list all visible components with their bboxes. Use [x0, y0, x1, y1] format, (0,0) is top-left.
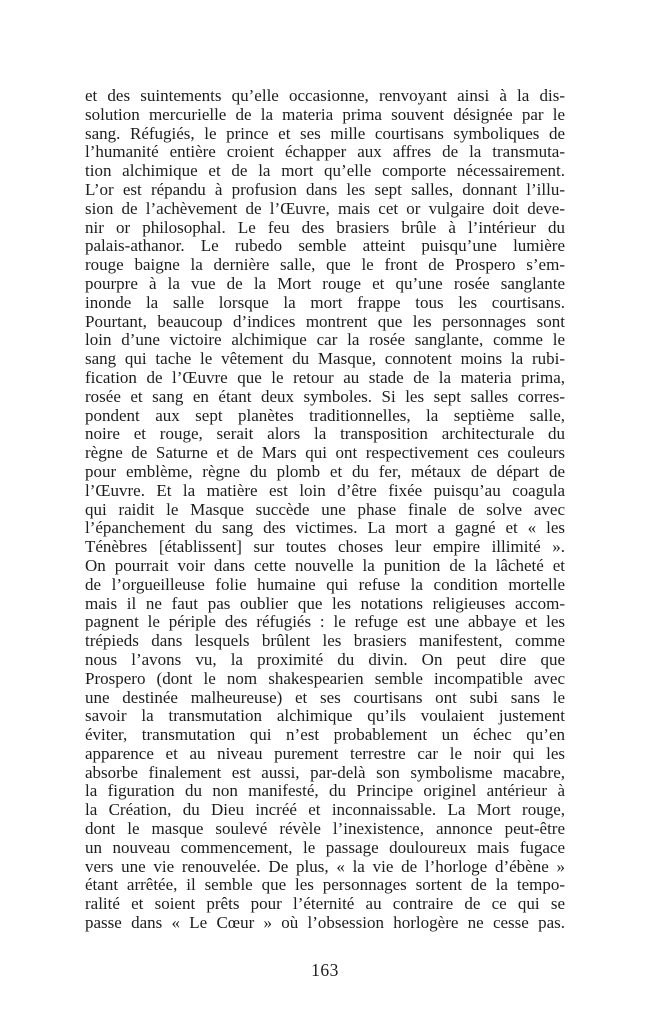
text-line: Prospero (dont le nom shakespearien semble incompatible avec: [85, 669, 565, 688]
text-line: l’épanchement du sang des victimes. La mort a gagné et « les: [85, 519, 565, 538]
text-line: sang. Réfugiés, le prince et ses mille courtisans symboliques de: [85, 124, 565, 143]
text-line: noire et rouge, serait alors la transposition architecturale du: [85, 425, 565, 444]
text-line: et des suintements qu’elle occasionne, renvoyant ainsi à la dis-: [85, 87, 565, 105]
text-line: loin d’une victoire alchimique car la rosée sanglante, comme le: [85, 331, 565, 350]
text-line: trépieds dans lesquels brûlent les brasiers manifestent, comme: [85, 632, 565, 651]
text-line: On pourrait voir dans cette nouvelle la punition de la lâcheté et: [85, 556, 565, 575]
text-line: mais il ne faut pas oublier que les notations religieuses accom-: [85, 594, 565, 613]
text-line: dont le masque soulevé révèle l’inexistence, annonce peut-être: [85, 820, 565, 839]
text-line: absorbe finalement est aussi, par-delà son symbolisme macabre,: [85, 763, 565, 782]
text-line: rouge baigne la dernière salle, que le front de Prospero s’em-: [85, 256, 565, 275]
text-line: pondent aux sept planètes traditionnelles, la septième salle,: [85, 406, 565, 425]
text-line: un nouveau commencement, le passage douloureux mais fugace: [85, 838, 565, 857]
text-line: fication de l’Œuvre que le retour au stade de la materia prima,: [85, 368, 565, 387]
body-text-paragraph: [85, 87, 565, 933]
text-line: tion alchimique et de la mort qu’elle comporte nécessairement.: [85, 162, 565, 181]
text-line: Ténèbres [établissent] sur toutes choses leur empire illimité ».: [85, 538, 565, 557]
text-line: l’humanité entière croient échapper aux affres de la transmuta-: [85, 143, 565, 162]
text-line: règne de Saturne et de Mars qui ont respectivement ces couleurs: [85, 444, 565, 463]
text-line: L’or est répandu à profusion dans les sept salles, donnant l’illu-: [85, 180, 565, 199]
text-line: palais-athanor. Le rubedo semble atteint puisqu’une lumière: [85, 237, 565, 256]
text-line: Pourtant, beaucoup d’indices montrent que les personnages sont: [85, 312, 565, 331]
text-line: l’Œuvre. Et la matière est loin d’être fixée puisqu’au coagula: [85, 481, 565, 500]
text-line: une destinée malheureuse) et ses courtisans ont subi sans le: [85, 688, 565, 707]
text-line: sang qui tache le vêtement du Masque, connotent moins la rubi-: [85, 350, 565, 369]
text-line: inonde la salle lorsque la mort frappe tous les courtisans.: [85, 293, 565, 312]
text-line: de l’orgueilleuse folie humaine qui refuse la condition mortelle: [85, 575, 565, 594]
text-line: vers une vie renouvelée. De plus, « la vie de l’horloge d’ébène »: [85, 857, 565, 876]
text-line: passe dans « Le Cœur » où l’obsession horlogère ne cesse pas.: [85, 914, 565, 933]
text-line: pour emblème, règne du plomb et du fer, métaux de départ de: [85, 462, 565, 481]
text-line: apparence et au niveau purement terrestre car le noir qui les: [85, 744, 565, 763]
text-line: pagnent le périple des réfugiés : le refuge est une abbaye et les: [85, 613, 565, 632]
text-line: sion de l’achèvement de l’Œuvre, mais cet or vulgaire doit deve-: [85, 199, 565, 218]
text-line: éviter, transmutation qui n’est probablement un échec qu’en: [85, 726, 565, 745]
text-line: ralité et soient prêts pour l’éternité au contraire de ce qui se: [85, 895, 565, 914]
text-line: la Création, du Dieu incréé et inconnaissable. La Mort rouge,: [85, 801, 565, 820]
text-line: la figuration du non manifesté, du Principe originel antérieur à: [85, 782, 565, 801]
page-number: 163: [311, 960, 339, 980]
text-line: pourpre à la vue de la Mort rouge et qu’une rosée sanglante: [85, 274, 565, 293]
text-line: nous l’avons vu, la proximité du divin. On peut dire que: [85, 650, 565, 669]
text-line: savoir la transmutation alchimique qu’ils voulaient justement: [85, 707, 565, 726]
text-line: étant arrêtée, il semble que les personnages sortent de la tempo-: [85, 876, 565, 895]
text-line: solution mercurielle de la materia prima souvent désignée par le: [85, 105, 565, 124]
text-line: rosée et sang en étant deux symboles. Si les sept salles corres-: [85, 387, 565, 406]
text-line: nir or philosophal. Le feu des brasiers brûle à l’intérieur du: [85, 218, 565, 237]
text-line: qui raidit le Masque succède une phase finale de solve avec: [85, 500, 565, 519]
